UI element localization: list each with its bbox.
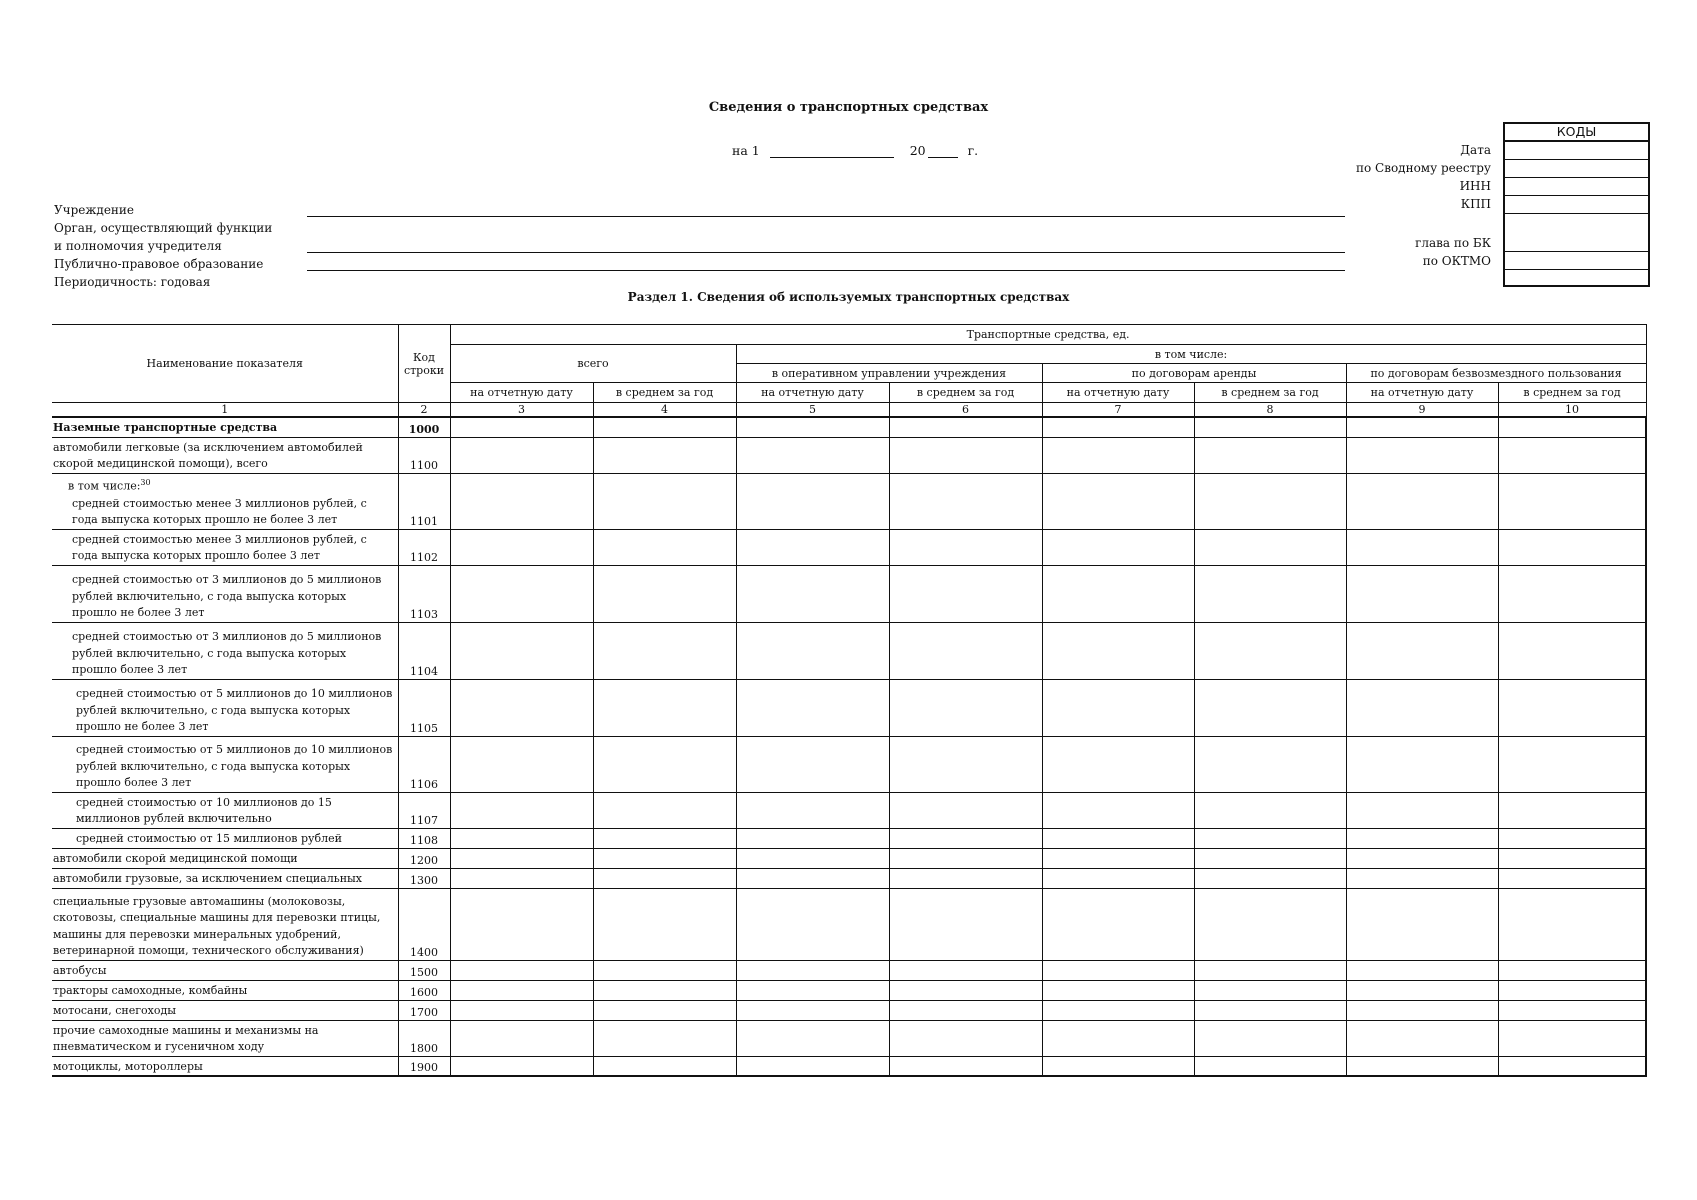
col-number-10: 10 <box>1498 403 1646 418</box>
value-cell-col-7[interactable] <box>1042 792 1194 828</box>
section-title: Раздел 1. Сведения об используемых транспортных средствах <box>627 290 1070 304</box>
row-name <box>52 565 398 622</box>
value-cell-col-7[interactable] <box>1042 1020 1194 1056</box>
value-cell-col-3[interactable] <box>450 868 593 888</box>
row-name <box>52 868 398 888</box>
value-cell-col-9[interactable] <box>1346 473 1498 529</box>
row-name <box>52 736 398 792</box>
public-entity-label: Публично-правовое образование <box>54 257 264 271</box>
row-name-text: мотоциклы, мотороллеры <box>53 1059 203 1073</box>
value-cell-col-4[interactable] <box>593 1000 736 1020</box>
value-cell-col-10[interactable] <box>1498 417 1646 437</box>
row-code: 1104 <box>398 622 450 679</box>
table-row <box>52 1056 1646 1076</box>
code-registry-cell[interactable] <box>1505 160 1648 178</box>
value-cell-col-5[interactable] <box>736 437 889 473</box>
value-cell-col-7[interactable] <box>1042 888 1194 960</box>
value-cell-col-7[interactable] <box>1042 473 1194 529</box>
value-cell-col-6[interactable] <box>889 792 1042 828</box>
value-cell-col-7[interactable] <box>1042 679 1194 736</box>
table-row <box>52 529 1646 565</box>
row-name-text: средней стоимостью от 3 миллионов до 5 миллионов рублей включительно, с года выпуска которых прошло более 3 лет <box>72 630 382 676</box>
value-cell-col-9[interactable] <box>1346 888 1498 960</box>
value-cell-col-4[interactable] <box>593 417 736 437</box>
table-row <box>52 848 1646 868</box>
table-row <box>52 960 1646 980</box>
row-code: 1106 <box>398 736 450 792</box>
row-code: 1103 <box>398 565 450 622</box>
row-name-text: специальные грузовые автомашины (молоковозы, скотовозы, специальные машины для перевозки птицы, машины для перевозки минеральных удобрений, ветеринарной помощи, технического обслуживания) <box>53 894 381 957</box>
code-kpp-cell[interactable] <box>1505 196 1648 214</box>
value-cell-col-8[interactable] <box>1194 848 1346 868</box>
value-cell-col-7[interactable] <box>1042 529 1194 565</box>
value-cell-col-8[interactable] <box>1194 437 1346 473</box>
row-code: 1000 <box>398 417 450 437</box>
value-cell-col-3[interactable] <box>450 417 593 437</box>
value-cell-col-8[interactable] <box>1194 529 1346 565</box>
value-cell-col-4[interactable] <box>593 792 736 828</box>
public-entity-field[interactable] <box>307 270 1345 271</box>
value-cell-col-5[interactable] <box>736 679 889 736</box>
value-cell-col-10[interactable] <box>1498 828 1646 848</box>
header-free-use-at-date: на отчетную дату <box>1346 383 1498 403</box>
row-code: 1800 <box>398 1020 450 1056</box>
value-cell-col-7[interactable] <box>1042 868 1194 888</box>
row-name-text: автомобили скорой медицинской помощи <box>53 852 298 865</box>
value-cell-col-3[interactable] <box>450 679 593 736</box>
value-cell-col-8[interactable] <box>1194 679 1346 736</box>
value-cell-col-5[interactable] <box>736 792 889 828</box>
header-total: всего <box>450 345 736 383</box>
value-cell-col-8[interactable] <box>1194 980 1346 1000</box>
value-cell-col-4[interactable] <box>593 888 736 960</box>
value-cell-col-9[interactable] <box>1346 1056 1498 1076</box>
value-cell-col-8[interactable] <box>1194 828 1346 848</box>
row-name <box>52 888 398 960</box>
value-cell-col-10[interactable] <box>1498 736 1646 792</box>
value-cell-col-9[interactable] <box>1346 848 1498 868</box>
table-row <box>52 473 1646 529</box>
col-number-2: 2 <box>398 403 450 418</box>
value-cell-col-9[interactable] <box>1346 1000 1498 1020</box>
value-cell-col-4[interactable] <box>593 960 736 980</box>
row-name-text: автобусы <box>53 964 107 977</box>
row-name-text: средней стоимостью от 15 миллионов рублей <box>76 832 342 845</box>
row-name <box>52 828 398 848</box>
row-name <box>52 848 398 868</box>
value-cell-col-4[interactable] <box>593 1056 736 1076</box>
value-cell-col-10[interactable] <box>1498 1020 1646 1056</box>
value-cell-col-8[interactable] <box>1194 1056 1346 1076</box>
codes-inn-label: ИНН <box>1459 179 1491 193</box>
row-code: 1102 <box>398 529 450 565</box>
value-cell-col-4[interactable] <box>593 437 736 473</box>
value-cell-col-10[interactable] <box>1498 848 1646 868</box>
value-cell-col-8[interactable] <box>1194 868 1346 888</box>
codes-date-label: Дата <box>1460 143 1491 157</box>
value-cell-col-8[interactable] <box>1194 1020 1346 1056</box>
founder-label-line1: Орган, осуществляющий функции <box>54 221 273 235</box>
value-cell-col-4[interactable] <box>593 1020 736 1056</box>
col-number-7: 7 <box>1042 403 1194 418</box>
row-code: 1107 <box>398 792 450 828</box>
value-cell-col-6[interactable] <box>889 437 1042 473</box>
row-name <box>52 1056 398 1076</box>
row-name-text: средней стоимостью от 5 миллионов до 10 миллионов рублей включительно, с года выпуска которых прошло более 3 лет <box>76 743 393 789</box>
header-lease-avg: в среднем за год <box>1194 383 1346 403</box>
value-cell-col-9[interactable] <box>1346 679 1498 736</box>
row-name-text: автомобили легковые (за исключением автомобилей скорой медицинской помощи), всего <box>53 440 363 470</box>
row-name-text: средней стоимостью менее 3 миллионов рублей, с года выпуска которых прошло более 3 лет <box>72 532 367 562</box>
report-date-line <box>732 143 978 158</box>
value-cell-col-4[interactable] <box>593 736 736 792</box>
value-cell-col-7[interactable] <box>1042 736 1194 792</box>
value-cell-col-10[interactable] <box>1498 1000 1646 1020</box>
value-cell-col-6[interactable] <box>889 736 1042 792</box>
value-cell-col-7[interactable] <box>1042 622 1194 679</box>
row-code: 1105 <box>398 679 450 736</box>
value-cell-col-4[interactable] <box>593 980 736 1000</box>
row-name <box>52 679 398 736</box>
codes-oktmo-label: по ОКТМО <box>1422 254 1491 268</box>
value-cell-col-7[interactable] <box>1042 848 1194 868</box>
row-code: 1500 <box>398 960 450 980</box>
header-operational: в оперативном управлении учреждения <box>736 364 1042 383</box>
codes-box <box>1503 122 1650 287</box>
row-name-prefix: в том числе:$^{30}$ <box>68 478 151 493</box>
table-row <box>52 792 1646 828</box>
header-name: Наименование показателя <box>52 325 398 403</box>
code-date-cell[interactable] <box>1505 142 1648 160</box>
founder-label-line2: и полномочия учредителя <box>54 239 222 253</box>
row-name <box>52 529 398 565</box>
row-name <box>52 473 398 529</box>
transport-table <box>52 324 1647 1077</box>
table-row <box>52 565 1646 622</box>
row-name-text: прочие самоходные машины и механизмы на пневматическом и гусеничном ходу <box>53 1023 319 1053</box>
value-cell-col-7[interactable] <box>1042 1056 1194 1076</box>
value-cell-col-3[interactable] <box>450 1020 593 1056</box>
value-cell-col-10[interactable] <box>1498 529 1646 565</box>
date-suffix: г. <box>967 143 979 158</box>
table-row <box>52 417 1646 437</box>
value-cell-col-10[interactable] <box>1498 1056 1646 1076</box>
value-cell-col-8[interactable] <box>1194 792 1346 828</box>
row-name-text: тракторы самоходные, комбайны <box>53 984 248 997</box>
row-code: 1900 <box>398 1056 450 1076</box>
header-total-avg: в среднем за год <box>593 383 736 403</box>
row-name-text: средней стоимостью от 10 миллионов до 15 миллионов рублей включительно <box>76 795 332 825</box>
col-number-9: 9 <box>1346 403 1498 418</box>
value-cell-col-4[interactable] <box>593 679 736 736</box>
row-code: 1200 <box>398 848 450 868</box>
value-cell-col-6[interactable] <box>889 679 1042 736</box>
col-number-5: 5 <box>736 403 889 418</box>
value-cell-col-10[interactable] <box>1498 888 1646 960</box>
value-cell-col-9[interactable] <box>1346 980 1498 1000</box>
value-cell-col-5[interactable] <box>736 888 889 960</box>
row-name-text: мотосани, снегоходы <box>53 1004 177 1017</box>
value-cell-col-9[interactable] <box>1346 622 1498 679</box>
value-cell-col-10[interactable] <box>1498 960 1646 980</box>
value-cell-col-5[interactable] <box>736 736 889 792</box>
row-name-text: средней стоимостью от 5 миллионов до 10 миллионов рублей включительно, с года выпуска которых прошло не более 3 лет <box>76 687 393 733</box>
value-cell-col-6[interactable] <box>889 622 1042 679</box>
periodicity-label: Периодичность: годовая <box>54 275 211 289</box>
value-cell-col-3[interactable] <box>450 888 593 960</box>
value-cell-col-6[interactable] <box>889 1056 1042 1076</box>
row-code: 1400 <box>398 888 450 960</box>
code-spacer-cell <box>1505 214 1648 252</box>
document-title: Сведения о транспортных средствах <box>708 100 989 115</box>
col-number-1: 1 <box>52 403 398 418</box>
value-cell-col-9[interactable] <box>1346 1020 1498 1056</box>
value-cell-col-6[interactable] <box>889 1020 1042 1056</box>
value-cell-col-5[interactable] <box>736 960 889 980</box>
value-cell-col-3[interactable] <box>450 980 593 1000</box>
value-cell-col-3[interactable] <box>450 1000 593 1020</box>
row-code: 1100 <box>398 437 450 473</box>
value-cell-col-5[interactable] <box>736 473 889 529</box>
value-cell-col-10[interactable] <box>1498 622 1646 679</box>
value-cell-col-4[interactable] <box>593 529 736 565</box>
value-cell-col-10[interactable] <box>1498 437 1646 473</box>
row-name-text: средней стоимостью менее 3 миллионов рублей, с года выпуска которых прошло не более 3 лет <box>72 496 367 526</box>
table-row <box>52 828 1646 848</box>
value-cell-col-3[interactable] <box>450 1056 593 1076</box>
codes-bk-label: глава по БК <box>1415 236 1491 250</box>
value-cell-col-3[interactable] <box>450 473 593 529</box>
value-cell-col-4[interactable] <box>593 868 736 888</box>
header-free-use: по договорам безвозмездного пользования <box>1346 364 1646 383</box>
value-cell-col-6[interactable] <box>889 828 1042 848</box>
codes-registry-label: по Сводному реестру <box>1355 161 1491 175</box>
row-name <box>52 980 398 1000</box>
value-cell-col-6[interactable] <box>889 960 1042 980</box>
value-cell-col-5[interactable] <box>736 565 889 622</box>
row-name <box>52 622 398 679</box>
row-name-text: средней стоимостью от 3 миллионов до 5 миллионов рублей включительно, с года выпуска которых прошло не более 3 лет <box>72 573 382 619</box>
value-cell-col-9[interactable] <box>1346 417 1498 437</box>
date-prefix: на 1 <box>732 143 760 158</box>
col-number-8: 8 <box>1194 403 1346 418</box>
row-name <box>52 417 398 437</box>
value-cell-col-3[interactable] <box>450 792 593 828</box>
col-number-6: 6 <box>889 403 1042 418</box>
value-cell-col-7[interactable] <box>1042 960 1194 980</box>
value-cell-col-9[interactable] <box>1346 828 1498 848</box>
value-cell-col-5[interactable] <box>736 868 889 888</box>
code-bk-cell[interactable] <box>1505 252 1648 270</box>
value-cell-col-5[interactable] <box>736 1020 889 1056</box>
value-cell-col-7[interactable] <box>1042 828 1194 848</box>
value-cell-col-4[interactable] <box>593 848 736 868</box>
value-cell-col-6[interactable] <box>889 565 1042 622</box>
value-cell-col-10[interactable] <box>1498 473 1646 529</box>
value-cell-col-6[interactable] <box>889 1000 1042 1020</box>
table-row <box>52 868 1646 888</box>
value-cell-col-8[interactable] <box>1194 1000 1346 1020</box>
value-cell-col-5[interactable] <box>736 417 889 437</box>
col-number-4: 4 <box>593 403 736 418</box>
value-cell-col-10[interactable] <box>1498 792 1646 828</box>
value-cell-col-5[interactable] <box>736 1056 889 1076</box>
founder-field[interactable] <box>307 252 1345 253</box>
header-total-at-date: на отчетную дату <box>450 383 593 403</box>
date-year-prefix: 20 <box>909 143 926 158</box>
value-cell-col-9[interactable] <box>1346 868 1498 888</box>
codes-heading: КОДЫ <box>1505 124 1648 142</box>
value-cell-col-8[interactable] <box>1194 888 1346 960</box>
value-cell-col-8[interactable] <box>1194 960 1346 980</box>
value-cell-col-3[interactable] <box>450 565 593 622</box>
row-code: 1600 <box>398 980 450 1000</box>
value-cell-col-3[interactable] <box>450 437 593 473</box>
value-cell-col-7[interactable] <box>1042 565 1194 622</box>
table-row <box>52 1000 1646 1020</box>
header-free-use-avg: в среднем за год <box>1498 383 1646 403</box>
code-oktmo-cell[interactable] <box>1505 270 1648 285</box>
value-cell-col-5[interactable] <box>736 980 889 1000</box>
row-name-text: автомобили грузовые, за исключением специальных <box>53 872 362 885</box>
value-cell-col-8[interactable] <box>1194 736 1346 792</box>
value-cell-col-5[interactable] <box>736 1000 889 1020</box>
row-code: 1300 <box>398 868 450 888</box>
value-cell-col-6[interactable] <box>889 868 1042 888</box>
value-cell-col-9[interactable] <box>1346 792 1498 828</box>
value-cell-col-9[interactable] <box>1346 960 1498 980</box>
row-name-text: Наземные транспортные средства <box>53 421 278 434</box>
date-year-field[interactable] <box>928 145 958 158</box>
value-cell-col-9[interactable] <box>1346 565 1498 622</box>
table-row <box>52 437 1646 473</box>
value-cell-col-3[interactable] <box>450 736 593 792</box>
table-row <box>52 622 1646 679</box>
row-name <box>52 792 398 828</box>
codes-kpp-label: КПП <box>1460 197 1491 211</box>
col-number-3: 3 <box>450 403 593 418</box>
row-code: 1108 <box>398 828 450 848</box>
value-cell-col-3[interactable] <box>450 848 593 868</box>
value-cell-col-6[interactable] <box>889 848 1042 868</box>
table-body <box>52 417 1646 1076</box>
value-cell-col-9[interactable] <box>1346 529 1498 565</box>
date-day-month-field[interactable] <box>770 145 894 158</box>
value-cell-col-6[interactable] <box>889 417 1042 437</box>
value-cell-col-7[interactable] <box>1042 437 1194 473</box>
header-operational-at-date: на отчетную дату <box>736 383 889 403</box>
header-lease-at-date: на отчетную дату <box>1042 383 1194 403</box>
table-row <box>52 679 1646 736</box>
header-code: Код строки <box>398 325 450 403</box>
value-cell-col-10[interactable] <box>1498 565 1646 622</box>
row-code: 1700 <box>398 1000 450 1020</box>
value-cell-col-4[interactable] <box>593 622 736 679</box>
value-cell-col-6[interactable] <box>889 473 1042 529</box>
value-cell-col-4[interactable] <box>593 828 736 848</box>
value-cell-col-8[interactable] <box>1194 622 1346 679</box>
row-code: 1101 <box>398 473 450 529</box>
table-row <box>52 888 1646 960</box>
value-cell-col-6[interactable] <box>889 529 1042 565</box>
value-cell-col-3[interactable] <box>450 828 593 848</box>
value-cell-col-6[interactable] <box>889 888 1042 960</box>
value-cell-col-7[interactable] <box>1042 1000 1194 1020</box>
value-cell-col-7[interactable] <box>1042 417 1194 437</box>
value-cell-col-4[interactable] <box>593 565 736 622</box>
row-name <box>52 960 398 980</box>
row-name <box>52 1000 398 1020</box>
row-name <box>52 1020 398 1056</box>
header-including: в том числе: <box>736 345 1646 364</box>
value-cell-col-9[interactable] <box>1346 736 1498 792</box>
value-cell-col-5[interactable] <box>736 529 889 565</box>
institution-field[interactable] <box>307 216 1345 217</box>
footnote-marker: 30 <box>140 478 151 488</box>
value-cell-col-10[interactable] <box>1498 980 1646 1000</box>
value-cell-col-5[interactable] <box>736 622 889 679</box>
header-group: Транспортные средства, ед. <box>450 325 1646 345</box>
value-cell-col-8[interactable] <box>1194 565 1346 622</box>
value-cell-col-5[interactable] <box>736 828 889 848</box>
value-cell-col-4[interactable] <box>593 473 736 529</box>
table-row <box>52 1020 1646 1056</box>
table-row <box>52 736 1646 792</box>
value-cell-col-10[interactable] <box>1498 868 1646 888</box>
value-cell-col-6[interactable] <box>889 980 1042 1000</box>
table-row <box>52 980 1646 1000</box>
value-cell-col-5[interactable] <box>736 848 889 868</box>
institution-label: Учреждение <box>54 203 135 217</box>
value-cell-col-7[interactable] <box>1042 980 1194 1000</box>
code-inn-cell[interactable] <box>1505 178 1648 196</box>
value-cell-col-9[interactable] <box>1346 437 1498 473</box>
value-cell-col-3[interactable] <box>450 622 593 679</box>
header-operational-avg: в среднем за год <box>889 383 1042 403</box>
value-cell-col-3[interactable] <box>450 960 593 980</box>
value-cell-col-3[interactable] <box>450 529 593 565</box>
value-cell-col-8[interactable] <box>1194 473 1346 529</box>
header-lease: по договорам аренды <box>1042 364 1346 383</box>
value-cell-col-8[interactable] <box>1194 417 1346 437</box>
row-name <box>52 437 398 473</box>
value-cell-col-10[interactable] <box>1498 679 1646 736</box>
